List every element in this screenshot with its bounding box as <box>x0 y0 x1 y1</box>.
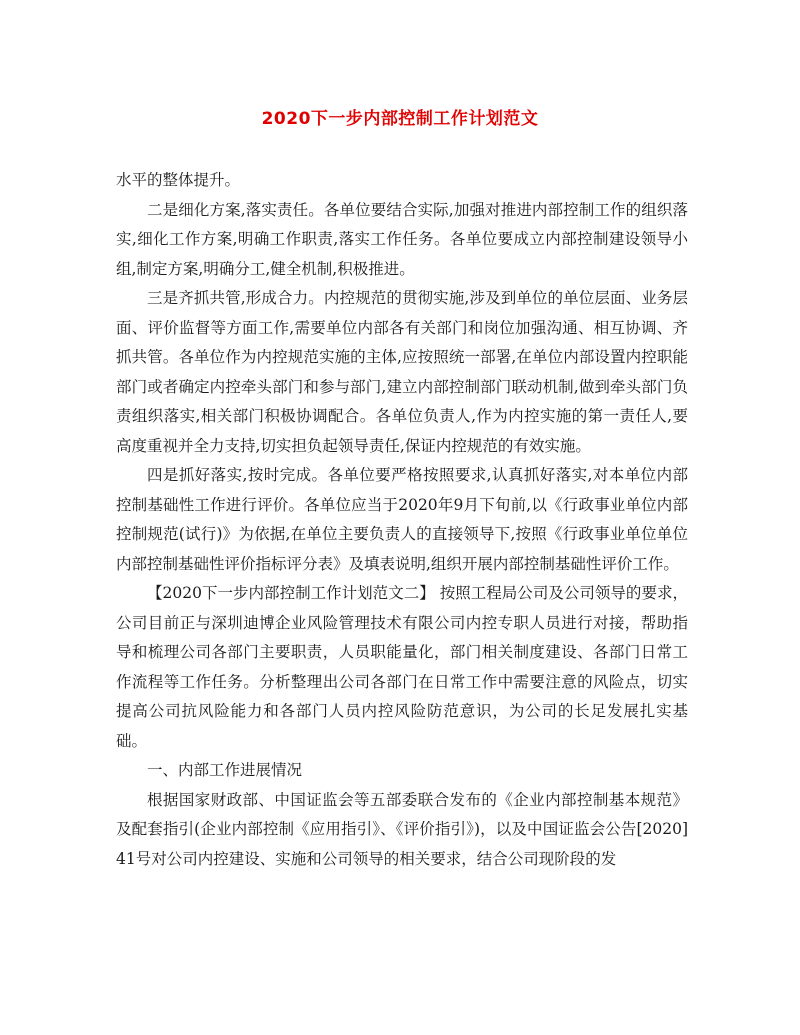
paragraph-continuation: 水平的整体提升。 <box>116 171 241 189</box>
paragraph-refine-plan: 二是细化方案,落实责任。各单位要结合实际,加强对推进内部控制工作的组织落实,细化工作方案,明确工作职责,落实工作任务。各单位要成立内部控制建设领导小组,制定方案,明确分工,健全机制,积极推进。 <box>116 200 688 278</box>
section-heading-progress: 一、内部工作进展情况 <box>147 761 303 779</box>
paragraph-sample-two: 【2020下一步内部控制工作计划范文二】 按照工程局公司及公司领导的要求，公司目前正与深圳迪博企业风险管理技术有限公司内控专职人员进行对接，帮助指导和梳理公司各部门主要职责，人员职能量化，部门相关制度建设、各部门日常工作流程等工作任务。分析整理出公司各部门在日常工作中需要注意的风险点，切实提高公司抗风险能力和各部门人员内控风险防范意识，为公司的长足发展扎实基础。 <box>116 584 688 750</box>
paragraph-regulations: 根据国家财政部、中国证监会等五部委联合发布的《企业内部控制基本规范》及配套指引(企业内部控制《应用指引》、《评价指引》)，以及中国证监会公告[2020]41号对公司内控建设、实施和公司领导的相关要求，结合公司现阶段的发 <box>116 790 688 868</box>
document-title: 2020下一步内部控制工作计划范文 <box>261 109 539 129</box>
paragraph-implementation: 四是抓好落实,按时完成。各单位要严格按照要求,认真抓好落实,对本单位内部控制基础性工作进行评价。各单位应当于2020年9月下旬前,以《行政事业单位内部控制规范(试行)》为依据,在单位主要负责人的直接领导下,按照《行政事业单位单位内部控制基础性评价指标评分表》及填表说明,组织开展内部控制基础性评价工作。 <box>116 466 688 573</box>
paragraph-joint-management: 三是齐抓共管,形成合力。内控规范的贯彻实施,涉及到单位的单位层面、业务层面、评价监督等方面工作,需要单位内部各有关部门和岗位加强沟通、相互协调、齐抓共管。各单位作为内控规范实施的主体,应按照统一部署,在单位内部设置内控职能部门或者确定内控牵头部门和参与部门,建立内部控制部门联动机制,做到牵头部门负责组织落实,相关部门积极协调配合。各单位负责人,作为内控实施的第一责任人,要高度重视并全力支持,切实担负起领导责任,保证内控规范的有效实施。 <box>116 289 688 455</box>
document-body <box>116 166 688 874</box>
